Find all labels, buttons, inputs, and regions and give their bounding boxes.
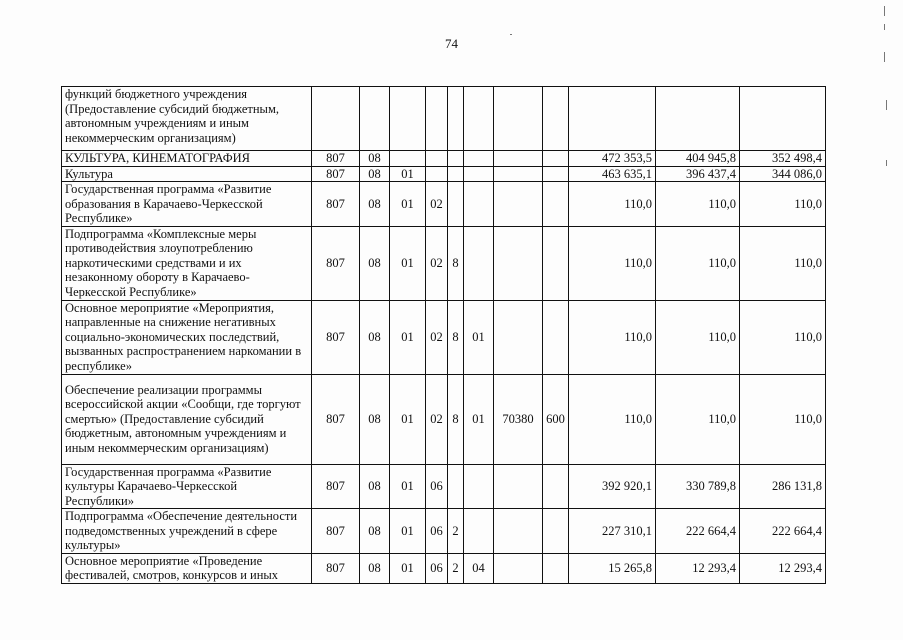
code-cell: 01: [390, 182, 426, 227]
code-cell: 2: [448, 553, 464, 583]
row-name: Подпрограмма «Обеспечение деятельности подведомственных учреждений в сфере культуры»: [62, 509, 312, 554]
scan-mark: [886, 160, 887, 166]
code-cell: 08: [360, 464, 390, 509]
row-name: Основное мероприятие «Проведение фестивалей, смотров, конкурсов и иных: [62, 553, 312, 583]
code-cell: [360, 87, 390, 151]
table-row: [62, 182, 826, 227]
code-cell: 06: [426, 553, 448, 583]
code-cell: [426, 87, 448, 151]
code-cell: [543, 166, 569, 182]
amount-cell: 227 310,1: [569, 509, 656, 554]
code-cell: 08: [360, 509, 390, 554]
code-cell: 01: [390, 509, 426, 554]
code-cell: 01: [390, 553, 426, 583]
amount-cell: 396 437,4: [656, 166, 740, 182]
code-cell: 600: [543, 374, 569, 464]
code-cell: 08: [360, 151, 390, 167]
amount-cell: 110,0: [740, 226, 826, 300]
code-cell: 08: [360, 166, 390, 182]
amount-cell: 12 293,4: [740, 553, 826, 583]
code-cell: 08: [360, 182, 390, 227]
amount-cell: 404 945,8: [656, 151, 740, 167]
code-cell: 2: [448, 509, 464, 554]
code-cell: [390, 87, 426, 151]
code-cell: 807: [312, 553, 360, 583]
code-cell: 01: [390, 464, 426, 509]
code-cell: 807: [312, 464, 360, 509]
amount-cell: 110,0: [656, 182, 740, 227]
row-name: функций бюджетного учреждения (Предоставление субсидий бюджетным, автономным учреждениям и иным некоммерческим организациям): [62, 87, 312, 151]
code-cell: [494, 166, 543, 182]
amount-cell: 12 293,4: [656, 553, 740, 583]
amount-cell: 110,0: [569, 300, 656, 374]
amount-cell: 110,0: [656, 374, 740, 464]
scan-mark: [884, 6, 885, 16]
amount-cell: 110,0: [740, 300, 826, 374]
amount-cell: 344 086,0: [740, 166, 826, 182]
code-cell: 70380: [494, 374, 543, 464]
page-number: 74: [445, 36, 458, 51]
code-cell: [448, 151, 464, 167]
code-cell: 02: [426, 226, 448, 300]
code-cell: [494, 226, 543, 300]
code-cell: [494, 151, 543, 167]
code-cell: 08: [360, 300, 390, 374]
code-cell: 02: [426, 374, 448, 464]
code-cell: [448, 87, 464, 151]
amount-cell: 472 353,5: [569, 151, 656, 167]
code-cell: 807: [312, 509, 360, 554]
amount-cell: 15 265,8: [569, 553, 656, 583]
code-cell: [464, 464, 494, 509]
code-cell: [543, 182, 569, 227]
scan-mark: [510, 34, 512, 35]
code-cell: [543, 151, 569, 167]
code-cell: 8: [448, 300, 464, 374]
amount-cell: 110,0: [740, 182, 826, 227]
code-cell: 01: [390, 374, 426, 464]
row-name: Основное мероприятие «Мероприятия, направленные на снижение негативных социально-экономических последствий, вызванных распространением наркомании в республике»: [62, 300, 312, 374]
code-cell: [494, 509, 543, 554]
code-cell: 807: [312, 300, 360, 374]
code-cell: [448, 182, 464, 227]
amount-cell: 110,0: [740, 374, 826, 464]
code-cell: [448, 166, 464, 182]
amount-cell: 110,0: [656, 300, 740, 374]
row-name: Государственная программа «Развитие культуры Карачаево-Черкесской Республики»: [62, 464, 312, 509]
code-cell: [464, 166, 494, 182]
amount-cell: 330 789,8: [656, 464, 740, 509]
code-cell: 08: [360, 374, 390, 464]
table-row: [62, 464, 826, 509]
code-cell: 807: [312, 226, 360, 300]
code-cell: [494, 553, 543, 583]
table-row: [62, 509, 826, 554]
row-name: КУЛЬТУРА, КИНЕМАТОГРАФИЯ: [62, 151, 312, 167]
code-cell: 08: [360, 226, 390, 300]
table-row: [62, 151, 826, 167]
table-row: [62, 226, 826, 300]
code-cell: 01: [464, 374, 494, 464]
amount-cell: 110,0: [569, 226, 656, 300]
code-cell: 01: [390, 300, 426, 374]
amount-cell: 392 920,1: [569, 464, 656, 509]
amount-cell: [569, 87, 656, 151]
code-cell: [543, 509, 569, 554]
code-cell: [312, 87, 360, 151]
code-cell: 01: [390, 226, 426, 300]
amount-cell: 110,0: [569, 182, 656, 227]
code-cell: [494, 182, 543, 227]
amount-cell: [740, 87, 826, 151]
code-cell: [543, 226, 569, 300]
table-row: [62, 300, 826, 374]
code-cell: 02: [426, 300, 448, 374]
code-cell: 8: [448, 226, 464, 300]
amount-cell: [656, 87, 740, 151]
row-name: Подпрограмма «Комплексные меры противодействия злоупотреблению наркотическими средствами и их незаконному обороту в Карачаево-Черкесской Республике»: [62, 226, 312, 300]
code-cell: 01: [390, 166, 426, 182]
scan-mark: [884, 24, 885, 30]
code-cell: 06: [426, 464, 448, 509]
code-cell: [426, 166, 448, 182]
table-row: [62, 374, 826, 464]
code-cell: [464, 509, 494, 554]
code-cell: [543, 87, 569, 151]
code-cell: 04: [464, 553, 494, 583]
scan-mark: [884, 52, 885, 62]
table-row: [62, 166, 826, 182]
code-cell: 807: [312, 374, 360, 464]
code-cell: [464, 226, 494, 300]
code-cell: [494, 87, 543, 151]
code-cell: [543, 300, 569, 374]
code-cell: 807: [312, 166, 360, 182]
row-name: Государственная программа «Развитие образования в Карачаево-Черкесской Республике»: [62, 182, 312, 227]
code-cell: [543, 464, 569, 509]
code-cell: [448, 464, 464, 509]
amount-cell: 222 664,4: [656, 509, 740, 554]
code-cell: 807: [312, 182, 360, 227]
code-cell: [390, 151, 426, 167]
amount-cell: 352 498,4: [740, 151, 826, 167]
amount-cell: 286 131,8: [740, 464, 826, 509]
code-cell: 06: [426, 509, 448, 554]
row-name: Обеспечение реализации программы всероссийской акции «Сообщи, где торгуют смертью» (Предоставление субсидий бюджетным, автономным учреждениям и иным некоммерческим организациям): [62, 374, 312, 464]
code-cell: [464, 151, 494, 167]
code-cell: [494, 300, 543, 374]
code-cell: [543, 553, 569, 583]
code-cell: [426, 151, 448, 167]
code-cell: [464, 87, 494, 151]
amount-cell: 463 635,1: [569, 166, 656, 182]
code-cell: 02: [426, 182, 448, 227]
amount-cell: 222 664,4: [740, 509, 826, 554]
code-cell: 08: [360, 553, 390, 583]
table-row: [62, 553, 826, 583]
code-cell: [464, 182, 494, 227]
table-row: [62, 87, 826, 151]
code-cell: 01: [464, 300, 494, 374]
code-cell: 8: [448, 374, 464, 464]
code-cell: 807: [312, 151, 360, 167]
budget-table: [61, 86, 826, 584]
code-cell: [494, 464, 543, 509]
amount-cell: 110,0: [569, 374, 656, 464]
amount-cell: 110,0: [656, 226, 740, 300]
scan-mark: [886, 100, 887, 110]
row-name: Культура: [62, 166, 312, 182]
